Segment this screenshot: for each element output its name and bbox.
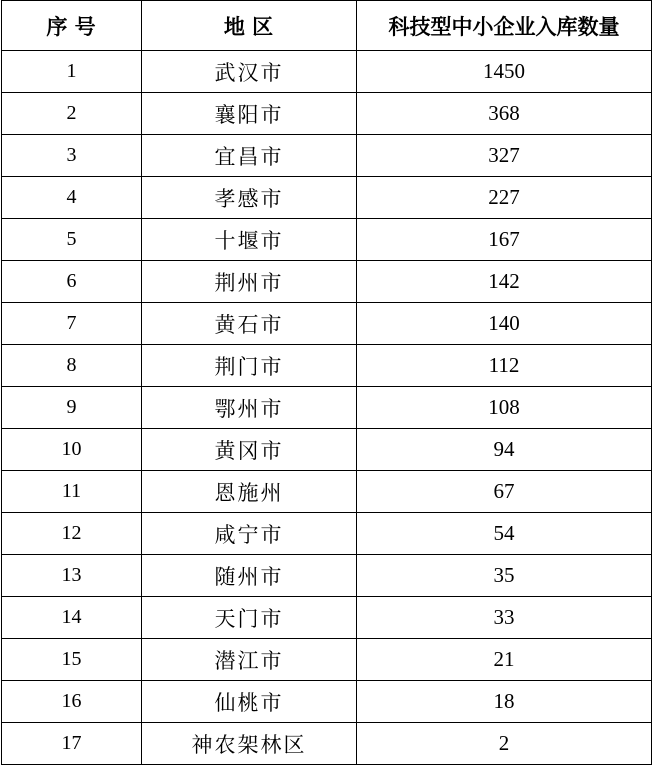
cell-count: 140 — [357, 303, 652, 345]
table-row — [2, 51, 652, 93]
cell-region: 荆门市 — [142, 345, 357, 387]
cell-region: 孝感市 — [142, 177, 357, 219]
cell-count: 327 — [357, 135, 652, 177]
cell-region: 咸宁市 — [142, 513, 357, 555]
table-row — [2, 555, 652, 597]
cell-count: 2 — [357, 723, 652, 765]
cell-count: 18 — [357, 681, 652, 723]
cell-region: 神农架林区 — [142, 723, 357, 765]
cell-index: 3 — [2, 135, 142, 177]
table-row — [2, 639, 652, 681]
table-row — [2, 261, 652, 303]
table-row — [2, 429, 652, 471]
cell-index: 13 — [2, 555, 142, 597]
cell-region: 黄石市 — [142, 303, 357, 345]
table-row — [2, 135, 652, 177]
table-row — [2, 303, 652, 345]
table-row — [2, 723, 652, 765]
cell-region: 仙桃市 — [142, 681, 357, 723]
cell-index: 8 — [2, 345, 142, 387]
cell-count: 67 — [357, 471, 652, 513]
cell-region: 随州市 — [142, 555, 357, 597]
cell-region: 鄂州市 — [142, 387, 357, 429]
table-row — [2, 93, 652, 135]
cell-count: 227 — [357, 177, 652, 219]
cell-region: 天门市 — [142, 597, 357, 639]
table-row — [2, 597, 652, 639]
cell-index: 11 — [2, 471, 142, 513]
cell-index: 12 — [2, 513, 142, 555]
cell-count: 167 — [357, 219, 652, 261]
cell-count: 33 — [357, 597, 652, 639]
table-row — [2, 387, 652, 429]
cell-index: 10 — [2, 429, 142, 471]
cell-count: 142 — [357, 261, 652, 303]
cell-index: 14 — [2, 597, 142, 639]
table-row — [2, 345, 652, 387]
cell-index: 6 — [2, 261, 142, 303]
cell-region: 荆州市 — [142, 261, 357, 303]
cell-region: 襄阳市 — [142, 93, 357, 135]
cell-region: 宜昌市 — [142, 135, 357, 177]
cell-count: 54 — [357, 513, 652, 555]
cell-index: 16 — [2, 681, 142, 723]
column-header-index: 序 号 — [2, 1, 142, 51]
cell-region: 武汉市 — [142, 51, 357, 93]
table-row — [2, 471, 652, 513]
table-row — [2, 681, 652, 723]
cell-index: 2 — [2, 93, 142, 135]
cell-region: 恩施州 — [142, 471, 357, 513]
cell-index: 9 — [2, 387, 142, 429]
cell-region: 十堰市 — [142, 219, 357, 261]
table-header — [2, 1, 652, 51]
cell-index: 17 — [2, 723, 142, 765]
cell-count: 21 — [357, 639, 652, 681]
cell-region: 黄冈市 — [142, 429, 357, 471]
cell-region: 潜江市 — [142, 639, 357, 681]
cell-count: 108 — [357, 387, 652, 429]
table-row — [2, 219, 652, 261]
cell-count: 112 — [357, 345, 652, 387]
table-header-row — [2, 1, 652, 51]
cell-index: 1 — [2, 51, 142, 93]
cell-count: 35 — [357, 555, 652, 597]
cell-count: 1450 — [357, 51, 652, 93]
table-row — [2, 177, 652, 219]
enterprise-count-table — [1, 0, 652, 765]
column-header-count: 科技型中小企业入库数量 — [357, 1, 652, 51]
cell-index: 4 — [2, 177, 142, 219]
table-body — [2, 51, 652, 765]
cell-index: 15 — [2, 639, 142, 681]
cell-index: 7 — [2, 303, 142, 345]
column-header-region: 地 区 — [142, 1, 357, 51]
cell-count: 368 — [357, 93, 652, 135]
cell-index: 5 — [2, 219, 142, 261]
table-row — [2, 513, 652, 555]
cell-count: 94 — [357, 429, 652, 471]
